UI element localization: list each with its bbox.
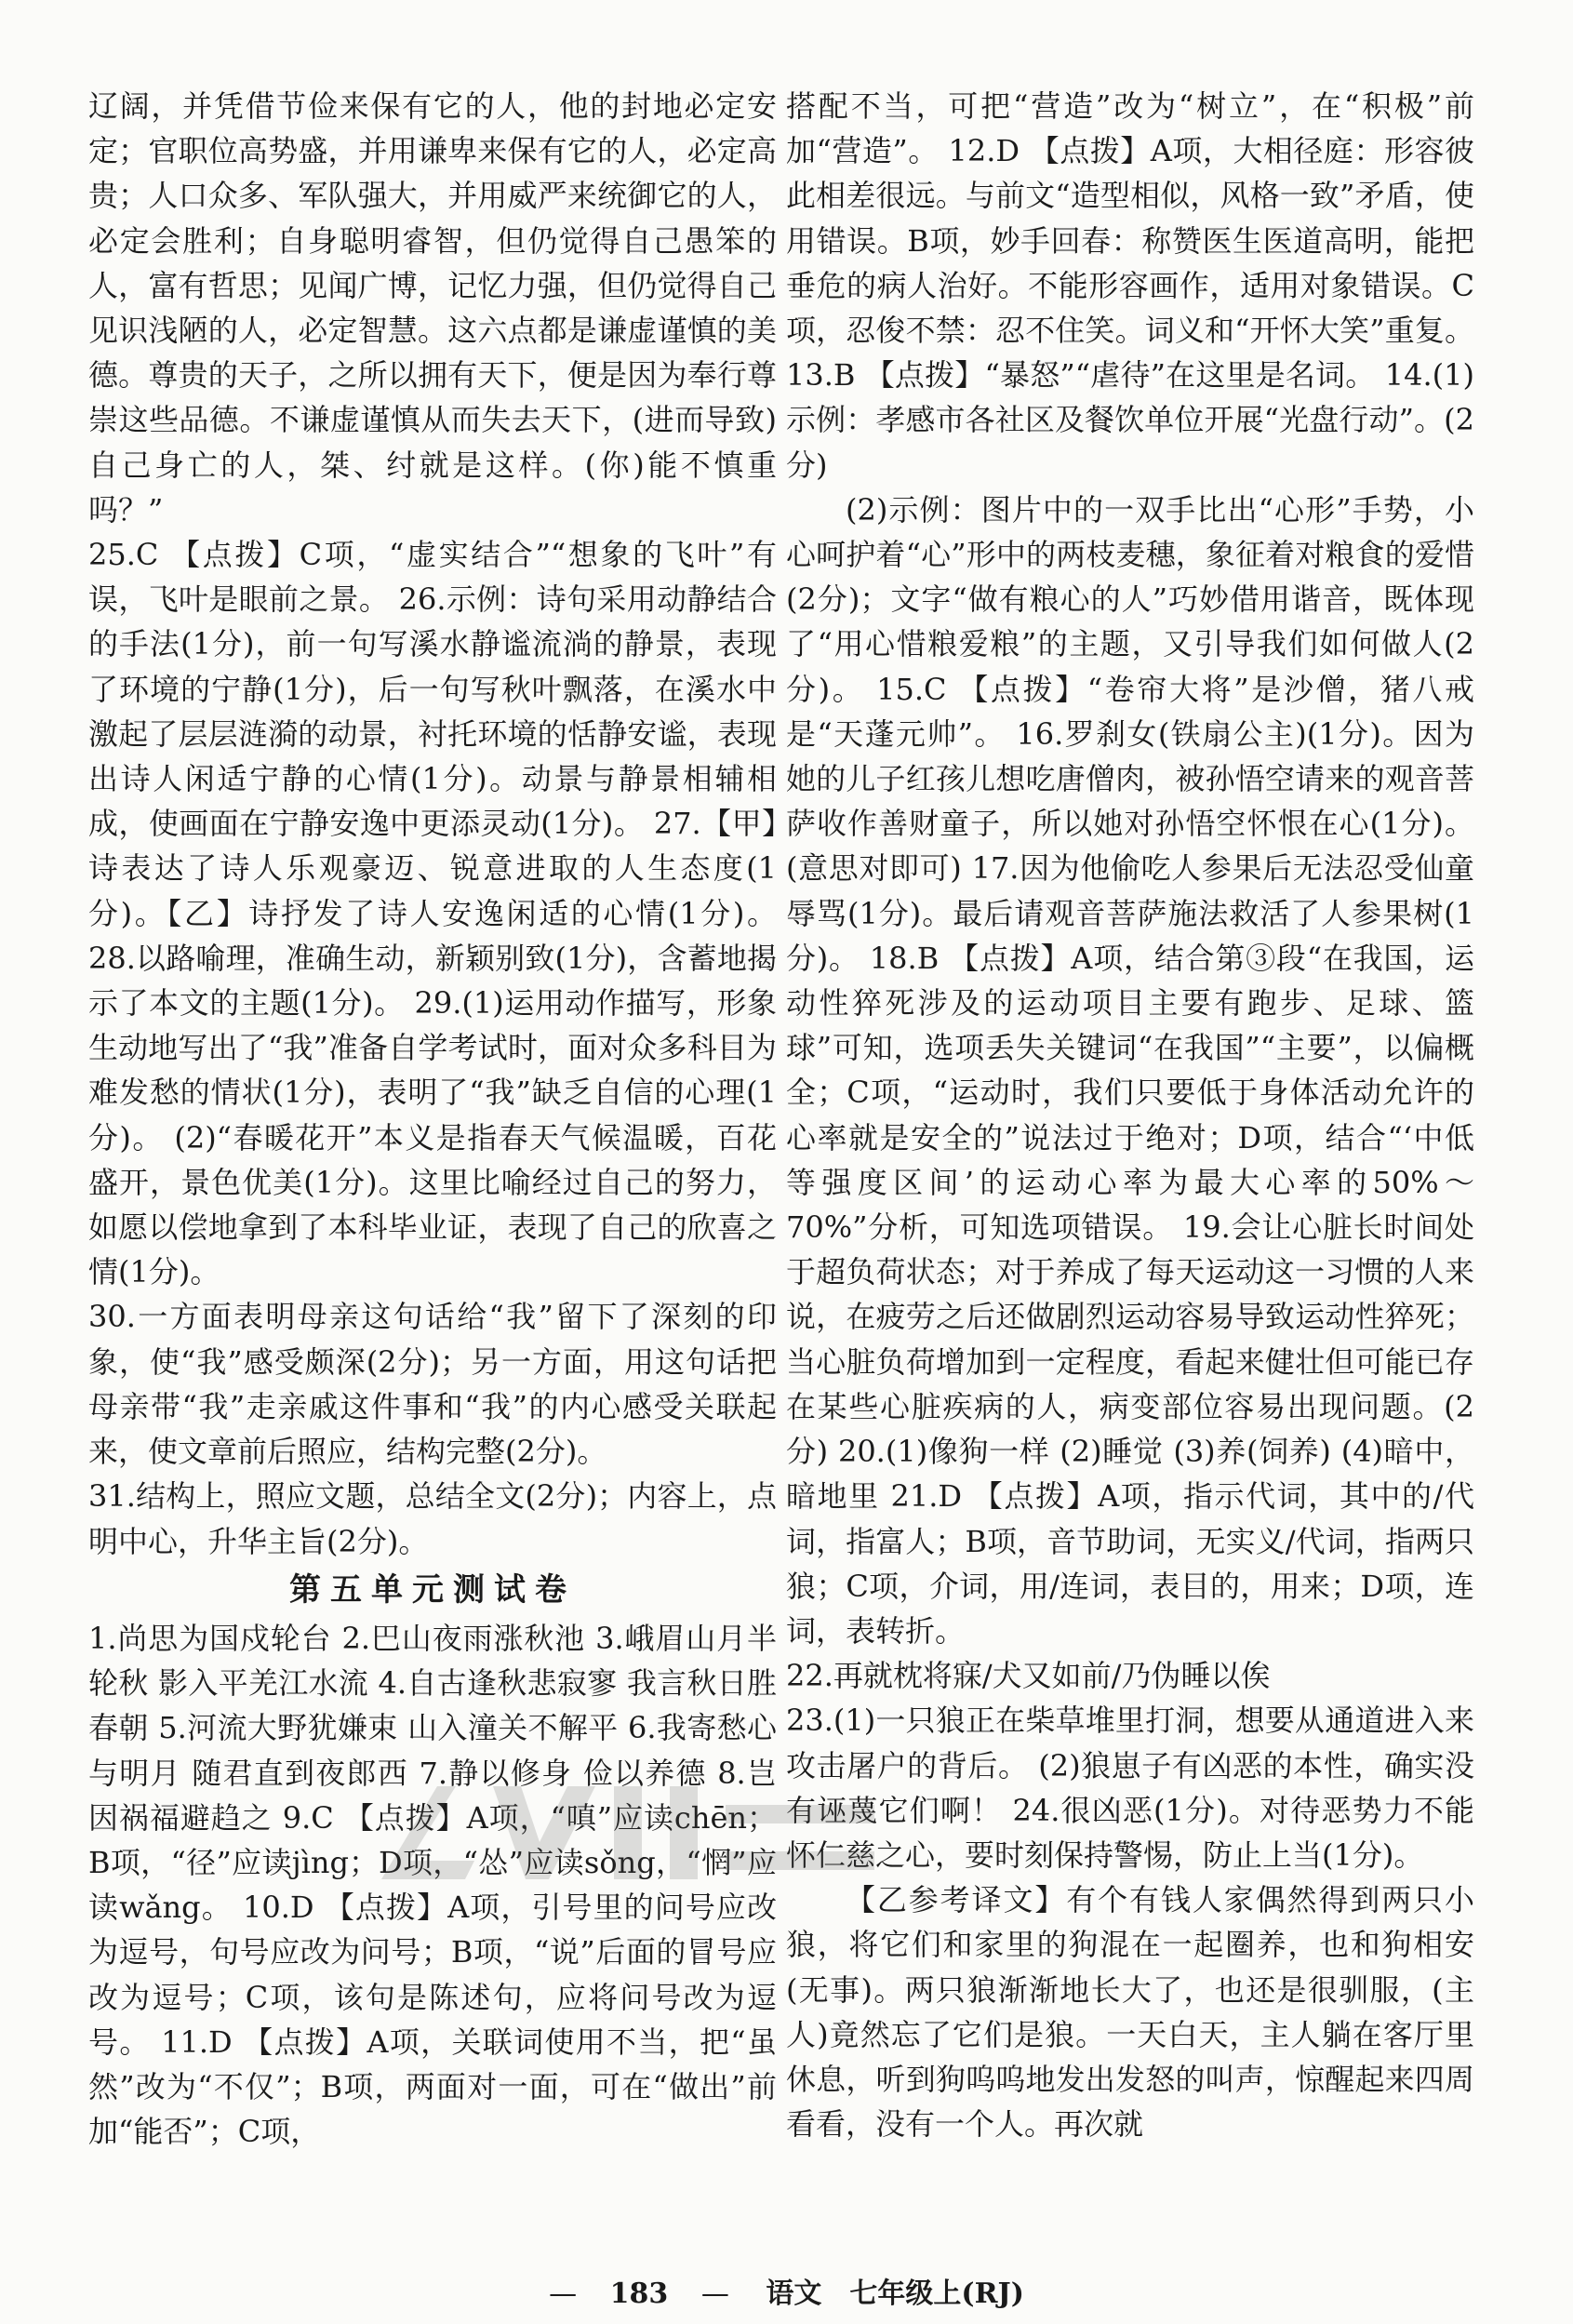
paragraph: 31.结构上，照应文题，总结全文(2分)；内容上，点明中心，升华主旨(2分)。 <box>88 1478 777 1559</box>
paragraph: (2)示例：图片中的一双手比出“心形”手势，小心呵护着“心”形中的两枝麦穗，象征着对粮食的爱惜(2分)；文字“做有粮心的人”巧妙借用谐音，既体现了“用心惜粮爱粮”的主题，又引导我们如何做人(2分)。 15.C 【点拨】“卷帘大将”是沙僧，猪八戒是“天蓬元帅”。 16.罗刹女(铁扇公主)(1分)。因为她的儿子红孩儿想吃唐僧肉，被孙悟空请来的观音菩萨收作善财童子，所以她对孙悟空怀恨在心(1分)。(意思对即可) 17.因为他偷吃人参果后无法忍受仙童辱骂(1分)。最后请观音菩萨施法救活了人参果树(1分)。 18.B 【点拨】A项，结合第③段“在我国，运动性猝死涉及的运动项目主要有跑步、足球、篮球”可知，选项丢失关键词“在我国”“主要”，以偏概全；C项，“运动时，我们只要低于身体活动允许的心率就是安全的”说法过于绝对；D项，结合“‘中低等强度区间’的运动心率为最大心率的50%～70%”分析，可知选项错误。 19.会让心脏长时间处于超负荷状态；对于养成了每天运动这一习惯的人来说，在疲劳之后还做剧烈运动容易导致运动性猝死；当心脏负荷增加到一定程度，看起来健壮但可能已存在某些心脏疾病的人，病变部位容易出现问题。(2分) 20.(1)像狗一样 (2)睡觉 (3)养(饲养) (4)暗中，暗地里 21.D 【点拨】A项，指示代词，其中的/代词，指富人；B项，音节助词，无实义/代词，指两只狼；C项，介词，用/连词，表目的，用来；D项，连词，表转折。 <box>786 491 1474 1649</box>
footer-subject: 语文 七年级上(RJ) <box>766 2277 1024 2310</box>
paragraph: 22.再就枕将寐/犬又如前/乃伪睡以俟 <box>786 1658 1271 1694</box>
footer-dash: — <box>549 2277 578 2310</box>
left-column <box>88 84 777 2154</box>
paragraph: 30.一方面表明母亲这句话给“我”留下了深刻的印象，使“我”感受颇深(2分)；另一方面，用这句话把母亲带“我”走亲戚这件事和“我”的内心感受关联起来，使文章前后照应，结构完整(2分)。 <box>88 1299 777 1470</box>
paragraph: 搭配不当，可把“营造”改为“树立”，在“积极”前加“营造”。 12.D 【点拨】A项，大相径庭：形容彼此相差很远。与前文“造型相似，风格一致”矛盾，使用错误。B项，妙手回春：称赞医生医道高明，能把垂危的病人治好。不能形容画作，适用对象错误。C项，忍俊不禁：忍不住笑。词义和“开怀大笑”重复。 13.B 【点拨】“暴怒”“虐待”在这里是名词。 14.(1)示例：孝感市各社区及餐饮单位开展“光盘行动”。(2分) <box>786 88 1474 483</box>
paragraph: 辽阔，并凭借节俭来保有它的人，他的封地必定安定；官职位高势盛，并用谦卑来保有它的人，必定高贵；人口众多、军队强大，并用威严来统御它的人，必定会胜利；自身聪明睿智，但仍觉得自己愚笨的人，富有哲思；见闻广博，记忆力强，但仍觉得自己见识浅陋的人，必定智慧。这六点都是谦虚谨慎的美德。尊贵的天子，之所以拥有天下，便是因为奉行尊崇这些品德。不谦虚谨慎从而失去天下，(进而导致)自己身亡的人，桀、纣就是这样。(你)能不慎重吗？” <box>88 88 777 528</box>
footer-dash: — <box>700 2277 729 2310</box>
paragraph: 1.尚思为国戍轮台 2.巴山夜雨涨秋池 3.峨眉山月半轮秋 影入平羌江水流 4.自古逢秋悲寂寥 我言秋日胜春朝 5.河流大野犹嫌束 山入潼关不解平 6.我寄愁心与明月 随君直到夜郎西 7.静以修身 俭以养德 8.岂因祸福避趋之 9.C 【点拨】A项，“嗔”应读chēn；B项，“径”应读jìng；D项，“怂”应读sǒng，“惘”应读wǎng。 10.D 【点拨】A项，引号里的问号应改为逗号，句号应改为问号；B项，“说”后面的冒号应改为逗号；C项，该句是陈述句，应将问号改为逗号。 11.D 【点拨】A项，关联词使用不当，把“虽然”改为“不仅”；B项，两面对一面，可在“做出”前加“能否”；C项， <box>88 1620 777 2150</box>
page-number: 183 <box>609 2277 669 2310</box>
paragraph: 23.(1)一只狼正在柴草堆里打洞，想要从通道进入来攻击屠户的背后。 (2)狼崽子有凶恶的本性，确实没有诬蔑它们啊！ 24.很凶恶(1分)。对待恶势力不能怀仁慈之心，要时刻保持警惕，防止上当(1分)。 <box>786 1703 1474 1873</box>
paragraph: 【乙参考译文】有个有钱人家偶然得到两只小狼，将它们和家里的狗混在一起圈养，也和狗相安(无事)。两只狼渐渐地长大了，也还是很驯服，(主人)竟然忘了它们是狼。一天白天，主人躺在客厅里休息，听到狗呜呜地发出发怒的叫声，惊醒起来四周看看，没有一个人。再次就 <box>786 1882 1474 2143</box>
right-column <box>786 84 1474 2146</box>
page-footer <box>0 2270 1573 2311</box>
section-title: 第五单元测试卷 <box>289 1570 576 1609</box>
paragraph: 25.C 【点拨】C项，“虚实结合”“想象的飞叶”有误，飞叶是眼前之景。 26.示例：诗句采用动静结合的手法(1分)，前一句写溪水静谧流淌的静景，表现了环境的宁静(1分)，后一句写秋叶飘落，在溪水中激起了层层涟漪的动景，衬托环境的恬静安谧，表现出诗人闲适宁静的心情(1分)。动景与静景相辅相成，使画面在宁静安逸中更添灵动(1分)。 27.【甲】诗表达了诗人乐观豪迈、锐意进取的人生态度(1分)。【乙】诗抒发了诗人安逸闲适的心情(1分)。 28.以路喻理，准确生动，新颖别致(1分)，含蓄地揭示了本文的主题(1分)。 29.(1)运用动作描写，形象生动地写出了“我”准备自学考试时，面对众多科目为难发愁的情状(1分)，表明了“我”缺乏自信的心理(1分)。 (2)“春暖花开”本义是指春天气候温暖，百花盛开，景色优美(1分)。这里比喻经过自己的努力，如愿以偿地拿到了本科毕业证，表现了自己的欣喜之情(1分)。 <box>88 537 777 1290</box>
